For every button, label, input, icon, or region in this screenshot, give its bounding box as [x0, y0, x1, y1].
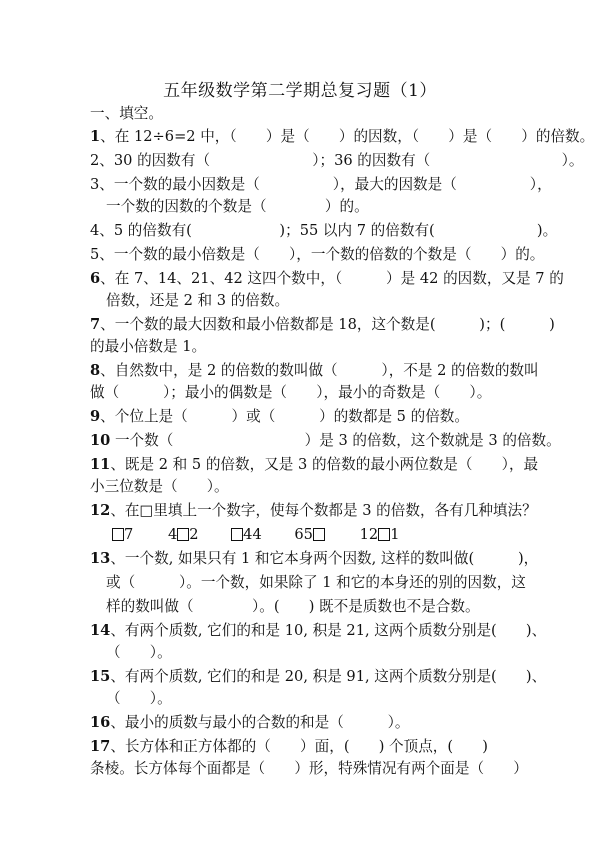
q-text: （ ）。 — [106, 690, 172, 707]
question-6 — [90, 269, 564, 289]
box-digit: 1 — [390, 526, 400, 543]
q-text: 一个数（ ）是 3 的倍数，这个数就是 3 的倍数。 — [110, 432, 561, 449]
box-item-5 — [360, 525, 400, 545]
q-num: 15 — [90, 668, 111, 685]
q-text: 的最小倍数是 1。 — [90, 338, 207, 355]
blank-box — [313, 528, 325, 541]
q-text: 、长方体和正方体都的（ ）面，( ) 个顶点，( ) — [110, 738, 488, 755]
box-digit: 2 — [189, 526, 199, 543]
q-text: 倍数，还是 2 和 3 的倍数。 — [106, 292, 290, 309]
q-text: 、有两个质数, 它们的和是 20, 积是 91, 这两个质数分别是( )、 — [110, 668, 547, 685]
q-text: 、在 7、14、21、42 这四个数中，（ ）是 42 的因数，又是 7 的 — [100, 270, 564, 287]
q-text: 条棱。长方体每个面都是（ ）形，特殊情况有两个面是（ ） — [90, 760, 528, 777]
q-num: 9 — [90, 408, 101, 425]
q-text: 、一个数的最大因数和最小倍数都是 18，这个数是( )；( ) — [100, 316, 555, 333]
question-14-cont — [106, 643, 172, 663]
question-5 — [90, 245, 544, 265]
q-text: 、既是 2 和 5 的倍数，又是 3 的倍数的最小两位数是（ ），最 — [110, 456, 539, 473]
q-text: 、自然数中，是 2 的倍数的数叫做（ ），不是 2 的倍数的数叫 — [100, 362, 539, 379]
q-text: 、在 12÷6=2 中，（ ）是（ ）的因数，（ ）是（ ）的倍数。 — [100, 128, 595, 145]
box-digit: 12 — [359, 526, 379, 543]
q-text: 4、5 的倍数有( )；55 以内 7 的倍数有( )。 — [90, 222, 558, 239]
q-text: 、在□里填上一个数字，使每个数都是 3 的倍数，各有几种填法？ — [110, 502, 537, 519]
box-item-1 — [112, 525, 133, 545]
box-item-2 — [168, 525, 199, 545]
q-num: 10 — [90, 432, 111, 449]
q-num: 14 — [90, 622, 111, 639]
question-13-cont — [106, 573, 526, 593]
page-title: 五年级数学第二学期总复习题（1） — [163, 81, 437, 101]
box-digit: 7 — [124, 526, 134, 543]
blank-box — [177, 528, 189, 541]
q-text: 、有两个质数, 它们的和是 10, 积是 21, 这两个质数分别是( )、 — [110, 622, 547, 639]
question-9 — [90, 407, 469, 427]
question-17 — [90, 737, 488, 757]
question-11-cont — [90, 477, 229, 497]
q-text: 、一个数, 如果只有 1 和它本身两个因数, 这样的数叫做( )， — [110, 550, 539, 567]
blank-box — [112, 528, 124, 541]
blank-box — [378, 528, 390, 541]
question-15-cont — [106, 689, 172, 709]
q-num: 11 — [90, 456, 111, 473]
q-num: 12 — [90, 502, 111, 519]
q-text: 3、一个数的最小因数是（ ），最大的因数是（ ）， — [90, 176, 552, 193]
box-item-3 — [231, 525, 262, 545]
question-8 — [90, 361, 539, 381]
question-11 — [90, 455, 538, 475]
q-num: 6 — [90, 270, 101, 287]
q-num: 8 — [90, 362, 101, 379]
box-fill-row — [112, 525, 399, 545]
question-13-cont2 — [106, 597, 480, 617]
question-10 — [90, 431, 561, 451]
q-text: （ ）。 — [106, 644, 172, 661]
question-3-cont — [106, 197, 369, 217]
question-12 — [90, 501, 537, 521]
section-heading: 一、填空。 — [90, 105, 163, 122]
q-num: 13 — [90, 550, 111, 567]
q-text: 5、一个数的最小倍数是（ ），一个数的倍数的个数是（ ）的。 — [90, 246, 545, 263]
q-num: 17 — [90, 738, 111, 755]
question-13 — [90, 549, 538, 569]
question-2 — [90, 151, 584, 171]
question-14 — [90, 621, 546, 641]
q-text: 做（ ）；最小的偶数是（ ），最小的奇数是（ ）。 — [90, 384, 492, 401]
box-digit: 65 — [294, 526, 313, 543]
q-text: 、最小的质数与最小的合数的和是（ ）。 — [110, 714, 410, 731]
box-item-4 — [294, 525, 325, 545]
q-text: 或（ ）。一个数，如果除了 1 和它的本身还的别的因数，这 — [106, 574, 526, 591]
q-text: 、个位上是（ ）或（ ）的数都是 5 的倍数。 — [100, 408, 469, 425]
question-15 — [90, 667, 546, 687]
question-16 — [90, 713, 409, 733]
q-num: 16 — [90, 714, 111, 731]
question-8-cont — [90, 383, 491, 403]
question-17-cont — [90, 759, 528, 779]
question-7-cont — [90, 337, 206, 357]
q-text: 2、30 的因数有（ ）；36 的因数有（ ）。 — [90, 152, 584, 169]
q-num: 1 — [90, 128, 101, 145]
q-text: 小三位数是（ ）。 — [90, 478, 229, 495]
box-digit: 4 — [167, 526, 178, 543]
blank-box — [231, 528, 243, 541]
question-4 — [90, 221, 557, 241]
question-3 — [90, 175, 552, 195]
box-digit: 44 — [243, 526, 262, 543]
question-7 — [90, 315, 555, 335]
q-num: 7 — [90, 316, 101, 333]
q-text: 样的数叫做（ ）。( ) 既不是质数也不是合数。 — [106, 598, 480, 615]
question-6-cont — [106, 291, 289, 311]
question-1 — [90, 127, 594, 147]
q-text: 一个数的因数的个数是（ ）的。 — [106, 198, 369, 215]
